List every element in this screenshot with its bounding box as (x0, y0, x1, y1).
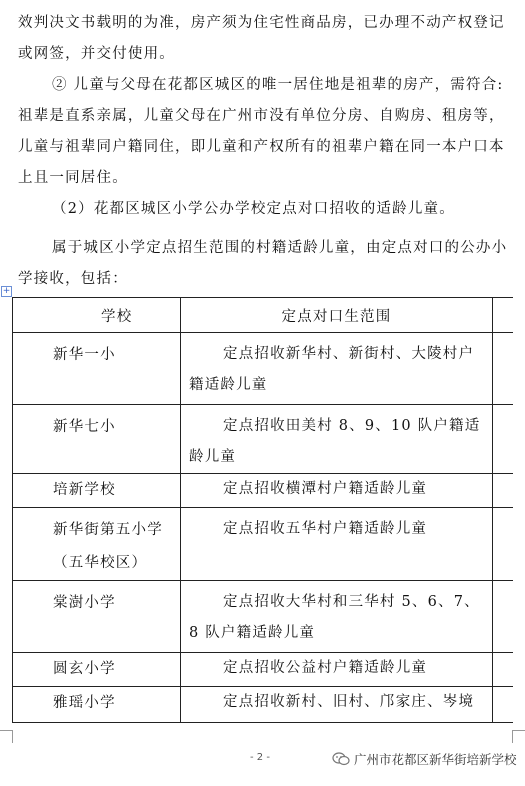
header-extra (493, 298, 513, 333)
range-cell (181, 405, 493, 474)
table-row (13, 581, 513, 653)
school-cell: 棠澍小学 (13, 581, 181, 653)
table-row (13, 333, 513, 405)
range-cell (181, 474, 493, 508)
range-cell (181, 333, 493, 405)
range-text: 定点招收大华村和三华村 5、6、7、8 队户籍适龄儿童 (189, 594, 480, 641)
extra-cell (493, 333, 513, 405)
table-row (13, 687, 513, 723)
table-row (13, 653, 513, 687)
school-cell: 新华街第五小学（五华校区） (13, 508, 181, 581)
paragraph-section-heading: （2）花都区城区小学公办学校定点对口招收的适龄儿童。 (52, 201, 455, 217)
paragraph-property-requirement: 效判决文书载明的为准，房产须为住宅性商品房，已办理不动产权登记或网签，并交付使用。 (18, 15, 505, 62)
range-text: 定点招收公益村户籍适龄儿童 (223, 660, 428, 676)
page-corner-mark-left (0, 730, 13, 743)
range-text: 定点招收新村、旧村、邝家庄、岑境 (223, 694, 475, 710)
extra-cell (493, 653, 513, 687)
range-text: 定点招收横潭村户籍适龄儿童 (223, 481, 428, 497)
range-cell (181, 581, 493, 653)
school-cell: 雅瑶小学 (13, 687, 181, 723)
enrollment-table (12, 297, 513, 723)
range-text: 定点招收五华村户籍适龄儿童 (223, 521, 428, 537)
page-corner-mark-right (512, 730, 525, 743)
table-header-row (13, 298, 513, 333)
range-text: 定点招收田美村 8、9、10 队户籍适龄儿童 (189, 418, 481, 465)
wechat-icon (332, 752, 350, 766)
header-school: 学校 (13, 298, 181, 333)
paragraph-intro: 属于城区小学定点招生范围的村籍适龄儿童，由定点对口的公办小学接收，包括： (18, 240, 508, 287)
range-text: 定点招收新华村、新街村、大陵村户籍适龄儿童 (189, 346, 475, 393)
extra-cell (493, 474, 513, 508)
wechat-watermark (332, 750, 517, 768)
range-cell (181, 653, 493, 687)
page-number: - 2 - (250, 752, 270, 763)
table-move-handle-icon[interactable]: + (2, 286, 11, 296)
table-row (13, 508, 513, 581)
range-cell (181, 508, 493, 581)
table-row (13, 405, 513, 474)
table-row (13, 474, 513, 508)
school-cell: 培新学校 (13, 474, 181, 508)
range-cell (181, 687, 493, 723)
school-cell: 新华七小 (13, 405, 181, 474)
extra-cell (493, 405, 513, 474)
paragraph-grandparent-residence: ② 儿童与父母在花都区城区的唯一居住地是祖辈的房产，需符合:祖辈是直系亲属，儿童父母在广州市没有单位分房、自购房、租房等，儿童与祖辈同户籍同住，即儿童和产权所有的祖辈户籍在同一本户口本上且一同居住。 (18, 77, 505, 186)
header-range: 定点对口生范围 (181, 298, 493, 333)
extra-cell (493, 687, 513, 723)
extra-cell (493, 581, 513, 653)
school-cell: 圆玄小学 (13, 653, 181, 687)
school-cell: 新华一小 (13, 333, 181, 405)
extra-cell (493, 508, 513, 581)
watermark-text: 广州市花都区新华街培新学校 (354, 752, 517, 767)
